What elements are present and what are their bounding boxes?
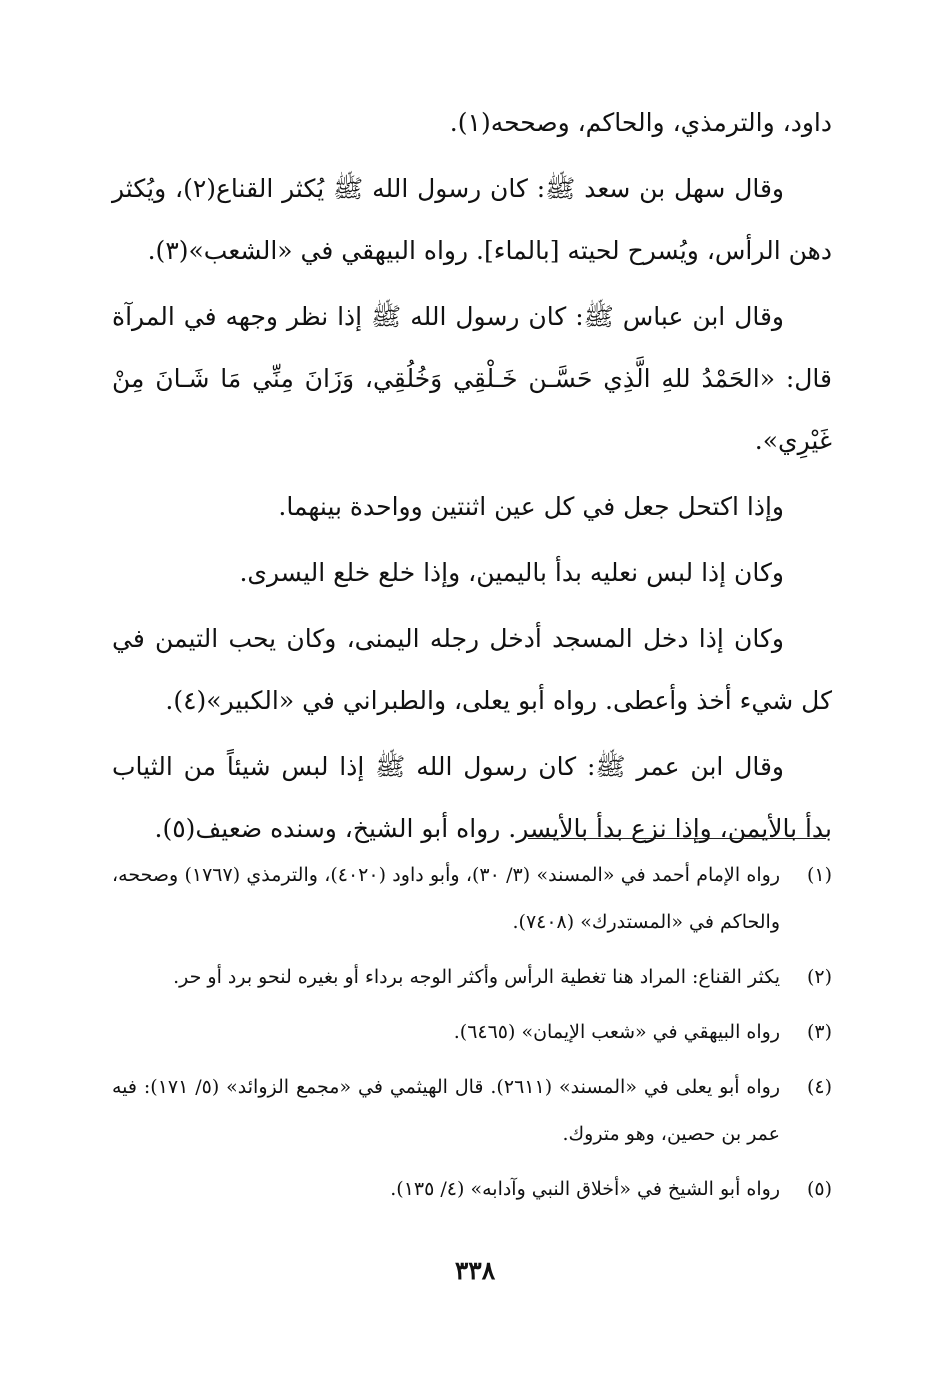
- footnote-number: (٤): [806, 1076, 832, 1098]
- paragraph-2: وقال سهل بن سعد ﷺ: كان رسول الله ﷺ يُكثر القناع(٢)، ويُكثر دهن الرأس، ويُسرح لحيته [بالماء]. رواه البيهقي في «الشعب»(٣).: [112, 174, 832, 265]
- footnote-divider: [528, 838, 826, 839]
- paragraph-1: داود، والترمذي، والحاكم، وصححه(١).: [449, 108, 832, 137]
- footnote-number: (٥): [806, 1178, 832, 1200]
- page-number: ٣٣٨: [454, 1256, 496, 1285]
- footnote-4: [112, 1064, 832, 1158]
- paragraph-4: وإذا اكتحل جعل في كل عين اثنتين وواحدة بينهما.: [278, 492, 784, 521]
- footnote-number: (٢): [806, 966, 832, 988]
- footnote-number: (١): [806, 864, 832, 886]
- footnote-text: رواه الإمام أحمد في «المسند» (٣/ ٣٠)، وأبو داود (٤٠٢٠)، والترمذي (١٧٦٧) وصححه، والحاكم في «المستدرك» (٧٤٠٨).: [112, 864, 780, 933]
- footnotes: [112, 852, 832, 1221]
- footnote-text: رواه أبو يعلى في «المسند» (٢٦١١). قال الهيثمي في «مجمع الزوائد» (٥/ ١٧١): فيه عمر بن حصين، وهو متروك.: [112, 1076, 780, 1145]
- paragraph-7: وقال ابن عمر ﷺ: كان رسول الله ﷺ إذا لبس شيئاً من الثياب بدأ بالأيمن، وإذا نزع بدأ بالأيسر. رواه أبو الشيخ، وسنده ضعيف(٥).: [112, 752, 832, 843]
- footnote-1: [112, 852, 832, 946]
- paragraph-6: وكان إذا دخل المسجد أدخل رجله اليمنى، وكان يحب التيمن في كل شيء أخذ وأعطى. رواه أبو يعلى، والطبراني في «الكبير»(٤).: [112, 624, 832, 715]
- footnote-5: [112, 1166, 832, 1213]
- footnote-number: (٣): [806, 1021, 832, 1043]
- main-text: [112, 92, 832, 864]
- footnote-3: [112, 1009, 832, 1056]
- footnote-text: رواه البيهقي في «شعب الإيمان» (٦٤٦٥).: [453, 1021, 780, 1043]
- footnote-text: يكثر القناع: المراد هنا تغطية الرأس وأكثر الوجه برداء أو بغيره لنحو برد أو حر.: [173, 966, 780, 988]
- footnote-2: [112, 954, 832, 1001]
- paragraph-3: وقال ابن عباس ﷺ: كان رسول الله ﷺ إذا نظر وجهه في المرآة قال: «الحَمْدُ للهِ الَّذِي حَسَّـن خَـلْقِي وَخُلُقِي، وَزَانَ مِنِّي مَا شَـانَ مِنْ غَيْرِي».: [112, 302, 832, 455]
- paragraph-5: وكان إذا لبس نعليه بدأ باليمين، وإذا خلع خلع اليسرى.: [239, 558, 784, 587]
- footnote-text: رواه أبو الشيخ في «أخلاق النبي وآدابه» (٤/ ١٣٥).: [390, 1178, 780, 1200]
